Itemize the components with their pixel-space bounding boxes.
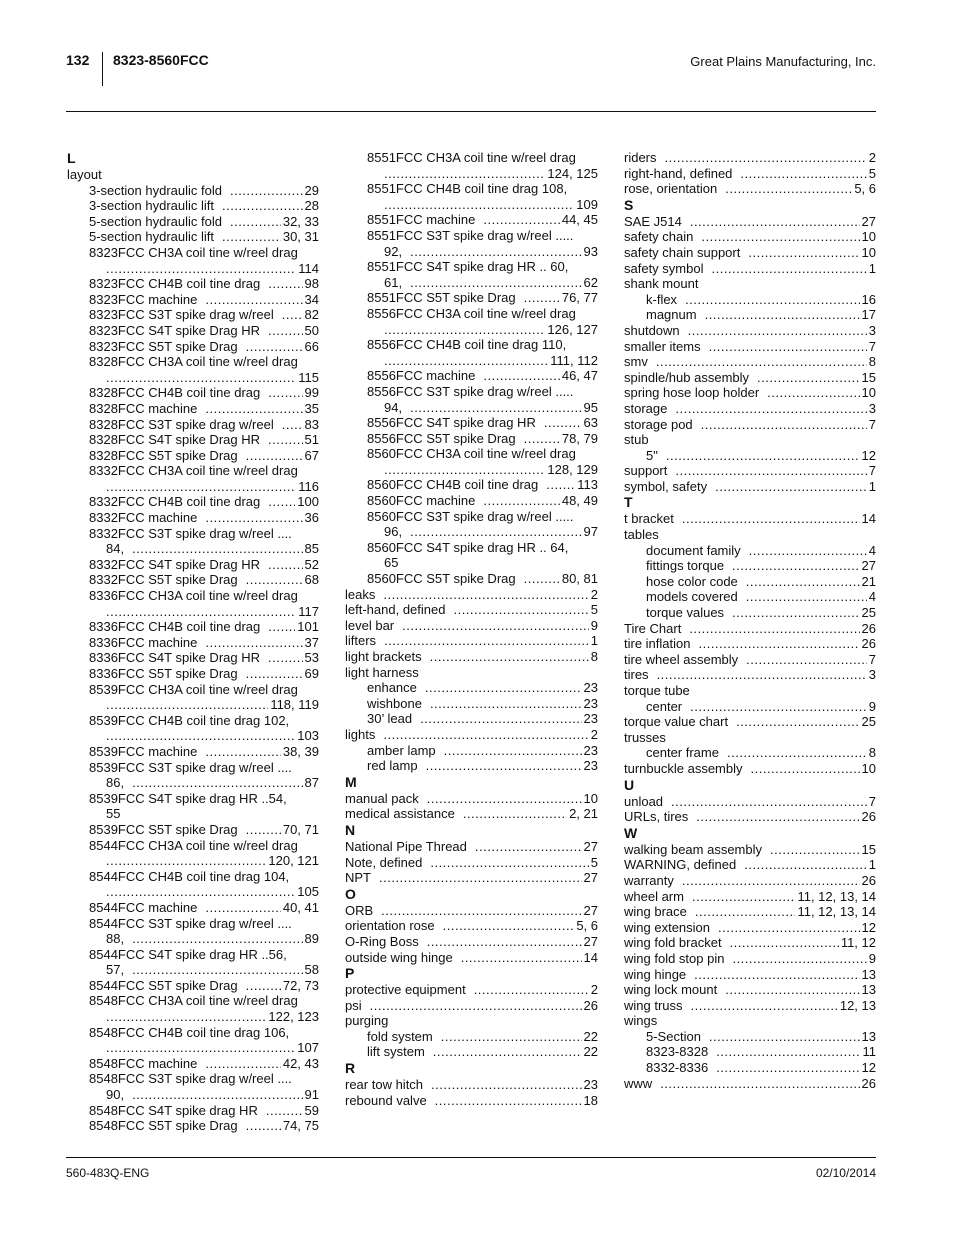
index-entry: smv ..... 8 — [624, 354, 876, 370]
index-entry: 5" ..... 12 — [624, 448, 876, 464]
index-entry: unload ..... 7 — [624, 794, 876, 810]
index-entry: riders ..... 2 — [624, 150, 876, 166]
index-entry: 8328FCC CH4B coil tine drag ..... 99 — [67, 385, 319, 401]
index-entry: 8323FCC S4T spike Drag HR ..... 50 — [67, 323, 319, 339]
index-entry: SAE J514 ..... 27 — [624, 214, 876, 230]
index-entry: turnbuckle assembly ..... 10 — [624, 761, 876, 777]
index-entry: spindle/hub assembly ..... 15 — [624, 370, 876, 386]
index-entry: amber lamp ..... 23 — [345, 743, 598, 759]
index-entry: 8551FCC CH3A coil tine w/reel drag — [367, 150, 576, 165]
index-entry-continued: ..... 109 — [345, 197, 598, 213]
index-entry: rebound valve ..... 18 — [345, 1093, 598, 1109]
index-column-3 — [624, 150, 876, 1091]
document-title: 8323-8560FCC — [113, 52, 209, 68]
index-entry-continued: ..... 118, 119 — [67, 697, 319, 713]
index-entry: 8336FCC CH4B coil tine drag ..... 101 — [67, 619, 319, 635]
index-entry: 8323FCC CH4B coil tine drag ..... 98 — [67, 276, 319, 292]
index-entry: WARNING, defined ..... 1 — [624, 857, 876, 873]
section-letter-o: O — [345, 885, 356, 902]
index-entry: safety chain support ..... 10 — [624, 245, 876, 261]
index-entry: 8323FCC S5T spike Drag ..... 66 — [67, 339, 319, 355]
index-entry: trusses — [624, 729, 666, 745]
index-entry: smaller items ..... 7 — [624, 339, 876, 355]
index-entry: 8556FCC S3T spike drag w/reel ..... — [367, 383, 574, 399]
index-entry: 3-section hydraulic lift ..... 28 — [67, 198, 319, 214]
index-entry-continued: 96, ..... 97 — [345, 524, 598, 540]
index-entry: 8560FCC S4T spike drag HR .. 64, — [367, 539, 569, 555]
index-entry: 8551FCC S3T spike drag w/reel ..... — [367, 227, 574, 243]
index-entry: storage ..... 3 — [624, 401, 876, 417]
index-entry: 3-section hydraulic fold ..... 29 — [67, 183, 319, 199]
index-entry: left-hand, defined ..... 5 — [345, 602, 598, 618]
index-entry: support ..... 7 — [624, 463, 876, 479]
index-entry: Note, defined ..... 5 — [345, 855, 598, 871]
section-letter-p: P — [345, 965, 355, 982]
index-entry-continued: 92, ..... 93 — [345, 244, 598, 260]
index-entry: 8539FCC CH3A coil tine w/reel drag — [89, 681, 298, 697]
index-entry-continued: ..... 116 — [67, 479, 319, 495]
index-entry: Tire Chart ..... 26 — [624, 621, 876, 637]
page-number: 132 — [66, 52, 90, 68]
index-entry: 8328FCC machine ..... 35 — [67, 401, 319, 417]
index-entry: 8551FCC S5T spike Drag ..... 76, 77 — [345, 290, 598, 306]
index-entry: 8551FCC S4T spike drag HR .. 60, — [367, 259, 569, 275]
index-entry: torque values ..... 25 — [624, 605, 876, 621]
index-entry: 8323FCC machine ..... 34 — [67, 292, 319, 308]
index-entry: NPT ..... 27 — [345, 870, 598, 886]
index-entry: 8544FCC S5T spike Drag ..... 72, 73 — [67, 978, 319, 994]
index-entry: lifters ..... 1 — [345, 633, 598, 649]
index-entry-continued: ..... 120, 121 — [67, 853, 319, 869]
index-entry: tire wheel assembly ..... 7 — [624, 652, 876, 668]
index-entry: 8336FCC S5T spike Drag ..... 69 — [67, 666, 319, 682]
index-entry: 8556FCC S5T spike Drag ..... 78, 79 — [345, 431, 598, 447]
index-entry: National Pipe Thread ..... 27 — [345, 839, 598, 855]
index-entry-continued: ..... 124, 125 — [345, 166, 598, 182]
index-entry: medical assistance ..... 2, 21 — [345, 806, 598, 822]
index-entry: 8560FCC S5T spike Drag ..... 80, 81 — [345, 571, 598, 587]
index-entry: lights ..... 2 — [345, 727, 598, 743]
index-entry: 8332FCC S3T spike drag w/reel .... — [89, 525, 292, 541]
index-entry: 8548FCC machine ..... 42, 43 — [67, 1056, 319, 1072]
index-entry: layout — [67, 167, 102, 182]
index-entry-continued: 88, ..... 89 — [67, 931, 319, 947]
index-entry: 5-section hydraulic lift ..... 30, 31 — [67, 229, 319, 245]
index-entry: purging — [345, 1013, 389, 1029]
index-entry: 8544FCC CH3A coil tine w/reel drag — [89, 837, 298, 853]
index-entry: 8551FCC machine ..... 44, 45 — [345, 212, 598, 228]
index-entry-continued: 90, ..... 91 — [67, 1087, 319, 1103]
index-entry: www ..... 26 — [624, 1076, 876, 1092]
index-entry: 8332-8336 ..... 12 — [624, 1060, 876, 1076]
index-entry: torque value chart ..... 25 — [624, 714, 876, 730]
section-letter-w: W — [624, 824, 638, 841]
index-entry: 8548FCC S5T spike Drag ..... 74, 75 — [67, 1118, 319, 1134]
company-name: Great Plains Manufacturing, Inc. — [690, 54, 876, 69]
index-entry-continued: 55 — [106, 806, 121, 822]
index-entry: shank mount — [624, 276, 699, 292]
index-entry: 8551FCC CH4B coil tine drag 108, — [367, 181, 568, 197]
index-entry: 8556FCC S4T spike drag HR ..... 63 — [345, 415, 598, 431]
index-entry: light brackets ..... 8 — [345, 649, 598, 665]
header-divider — [102, 52, 103, 86]
index-entry: 8323-8328 ..... 11 — [624, 1044, 876, 1060]
index-entry: 30’ lead ..... 23 — [345, 711, 598, 727]
index-entry: walking beam assembly ..... 15 — [624, 842, 876, 858]
index-entry: 8332FCC machine ..... 36 — [67, 510, 319, 526]
index-entry: 8328FCC S4T spike Drag HR ..... 51 — [67, 432, 319, 448]
index-entry: 8328FCC S3T spike drag w/reel ..... 83 — [67, 417, 319, 433]
index-entry: wing truss ..... 12, 13 — [624, 998, 876, 1014]
index-entry: psi ..... 26 — [345, 998, 598, 1014]
index-entry-continued: 84, ..... 85 — [67, 541, 319, 557]
index-entry: 8539FCC S5T spike Drag ..... 70, 71 — [67, 822, 319, 838]
index-entry: 8336FCC S4T spike Drag HR ..... 53 — [67, 650, 319, 666]
header-rule — [66, 111, 876, 112]
index-entry: 8544FCC machine ..... 40, 41 — [67, 900, 319, 916]
index-entry: 8548FCC S4T spike drag HR ..... 59 — [67, 1103, 319, 1119]
index-entry: ORB ..... 27 — [345, 903, 598, 919]
index-entry: 5-section hydraulic fold ..... 32, 33 — [67, 214, 319, 230]
index-entry: wing fold stop pin ..... 9 — [624, 951, 876, 967]
index-entry: center ..... 9 — [624, 699, 876, 715]
index-entry: O-Ring Boss ..... 27 — [345, 934, 598, 950]
index-entry: 8539FCC S4T spike drag HR ..54, — [89, 790, 287, 806]
index-entry: wing extension ..... 12 — [624, 920, 876, 936]
index-entry: fittings torque ..... 27 — [624, 558, 876, 574]
index-entry-continued: ..... 105 — [67, 884, 319, 900]
section-letter-r: R — [345, 1060, 356, 1077]
index-entry: wing hinge ..... 13 — [624, 967, 876, 983]
section-letter-l: L — [67, 150, 76, 166]
footer-rule — [66, 1157, 876, 1158]
section-letter-t: T — [624, 494, 633, 511]
index-entry-continued: ..... 122, 123 — [67, 1009, 319, 1025]
index-entry: 8336FCC CH3A coil tine w/reel drag — [89, 588, 298, 604]
index-entry: models covered ..... 4 — [624, 589, 876, 605]
index-entry-continued: ..... 128, 129 — [345, 462, 598, 478]
index-entry: 8328FCC S5T spike Drag ..... 67 — [67, 448, 319, 464]
index-column-2 — [345, 150, 598, 1108]
index-entry: orientation rose ..... 5, 6 — [345, 918, 598, 934]
index-entry: t bracket ..... 14 — [624, 511, 876, 527]
index-entry: wing fold bracket ..... 11, 12 — [624, 935, 876, 951]
index-entry: 8556FCC machine ..... 46, 47 — [345, 368, 598, 384]
index-entry: wing brace ..... 11, 12, 13, 14 — [624, 904, 876, 920]
index-entry: 8544FCC CH4B coil tine drag 104, — [89, 868, 290, 884]
index-entry: warranty ..... 26 — [624, 873, 876, 889]
section-letter-m: M — [345, 773, 357, 790]
section-letter-s: S — [624, 196, 634, 213]
index-entry-continued: 57, ..... 58 — [67, 962, 319, 978]
index-entry: protective equipment ..... 2 — [345, 982, 598, 998]
index-entry-continued: 61, ..... 62 — [345, 275, 598, 291]
index-entry: rear tow hitch ..... 23 — [345, 1077, 598, 1093]
index-entry: rose, orientation ..... 5, 6 — [624, 181, 876, 197]
index-entry: 8556FCC CH3A coil tine w/reel drag — [367, 305, 576, 321]
index-entry: 8539FCC machine ..... 38, 39 — [67, 744, 319, 760]
index-entry: storage pod ..... 7 — [624, 417, 876, 433]
index-entry: 8560FCC machine ..... 48, 49 — [345, 493, 598, 509]
index-entry-continued: ..... 114 — [67, 261, 319, 277]
index-entry: 8336FCC machine ..... 37 — [67, 635, 319, 651]
index-entry-continued: ..... 103 — [67, 728, 319, 744]
index-entry: torque tube — [624, 683, 690, 698]
index-entry: enhance ..... 23 — [345, 680, 598, 696]
index-entry: 8544FCC S3T spike drag w/reel .... — [89, 915, 292, 931]
index-entry: 8332FCC S5T spike Drag ..... 68 — [67, 572, 319, 588]
index-entry: level bar ..... 9 — [345, 618, 598, 634]
index-entry: URLs, tires ..... 26 — [624, 809, 876, 825]
index-entry: wing lock mount ..... 13 — [624, 982, 876, 998]
index-entry: tables — [624, 527, 659, 543]
index-entry: shutdown ..... 3 — [624, 323, 876, 339]
index-column-1 — [67, 150, 319, 1134]
index-entry: 8548FCC CH3A coil tine w/reel drag — [89, 993, 298, 1009]
index-entry: document family ..... 4 — [624, 543, 876, 559]
index-entry: 8323FCC CH3A coil tine w/reel drag — [89, 244, 298, 260]
index-entry-continued: 86, ..... 87 — [67, 775, 319, 791]
index-entry: wings — [624, 1013, 658, 1029]
index-entry-continued: 65 — [384, 555, 399, 571]
index-entry-continued: ..... 117 — [67, 604, 319, 620]
index-entry: outside wing hinge ..... 14 — [345, 950, 598, 966]
page-header — [66, 52, 876, 88]
index-entry: 8560FCC CH3A coil tine w/reel drag — [367, 446, 576, 462]
index-entry: right-hand, defined ..... 5 — [624, 166, 876, 182]
index-entry: 8539FCC S3T spike drag w/reel .... — [89, 759, 292, 775]
index-entry-continued: 94, ..... 95 — [345, 400, 598, 416]
index-entry: k-flex ..... 16 — [624, 292, 876, 308]
index-entry-continued: ..... 126, 127 — [345, 322, 598, 338]
index-entry: 8332FCC CH4B coil tine drag ..... 100 — [67, 494, 319, 510]
index-entry: 8560FCC S3T spike drag w/reel ..... — [367, 508, 574, 524]
index-entry: 8323FCC S3T spike drag w/reel ..... 82 — [67, 307, 319, 323]
index-entry: wishbone ..... 23 — [345, 696, 598, 712]
index-entry: 8544FCC S4T spike drag HR ..56, — [89, 946, 287, 962]
index-entry: light harness — [345, 664, 419, 680]
index-entry: red lamp ..... 23 — [345, 758, 598, 774]
index-entry: center frame ..... 8 — [624, 745, 876, 761]
index-entry: 8332FCC CH3A coil tine w/reel drag — [89, 463, 298, 479]
footer-part-number: 560-483Q-ENG — [66, 1166, 150, 1180]
index-entry: fold system ..... 22 — [345, 1029, 598, 1045]
index-entry: 8560FCC CH4B coil tine drag ..... 113 — [345, 477, 598, 493]
index-entry: tire inflation ..... 26 — [624, 636, 876, 652]
index-entry: wheel arm ..... 11, 12, 13, 14 — [624, 889, 876, 905]
index-entry: 8556FCC CH4B coil tine drag 110, — [367, 337, 567, 353]
index-entry: 5-Section ..... 13 — [624, 1029, 876, 1045]
section-letter-n: N — [345, 821, 356, 838]
index-entry: spring hose loop holder ..... 10 — [624, 385, 876, 401]
index-entry: magnum ..... 17 — [624, 307, 876, 323]
index-entry: 8332FCC S4T spike Drag HR ..... 52 — [67, 557, 319, 573]
index-entry: 8548FCC S3T spike drag w/reel .... — [89, 1071, 292, 1087]
index-entry: 8548FCC CH4B coil tine drag 106, — [89, 1024, 290, 1040]
index-entry: tires ..... 3 — [624, 667, 876, 683]
index-entry: manual pack ..... 10 — [345, 791, 598, 807]
index-entry: lift system ..... 22 — [345, 1044, 598, 1060]
index-entry: 8539FCC CH4B coil tine drag 102, — [89, 712, 290, 728]
index-entry-continued: ..... 111, 112 — [345, 353, 598, 369]
index-entry: safety chain ..... 10 — [624, 229, 876, 245]
index-entry: stub — [624, 432, 649, 448]
index-entry: hose color code ..... 21 — [624, 574, 876, 590]
section-letter-u: U — [624, 776, 635, 793]
index-entry: leaks ..... 2 — [345, 587, 598, 603]
footer-date: 02/10/2014 — [815, 1166, 876, 1180]
index-entry-continued: ..... 115 — [67, 370, 319, 386]
index-entry-continued: ..... 107 — [67, 1040, 319, 1056]
index-entry: 8328FCC CH3A coil tine w/reel drag — [89, 354, 298, 370]
index-entry: safety symbol ..... 1 — [624, 261, 876, 277]
index-entry: symbol, safety ..... 1 — [624, 479, 876, 495]
